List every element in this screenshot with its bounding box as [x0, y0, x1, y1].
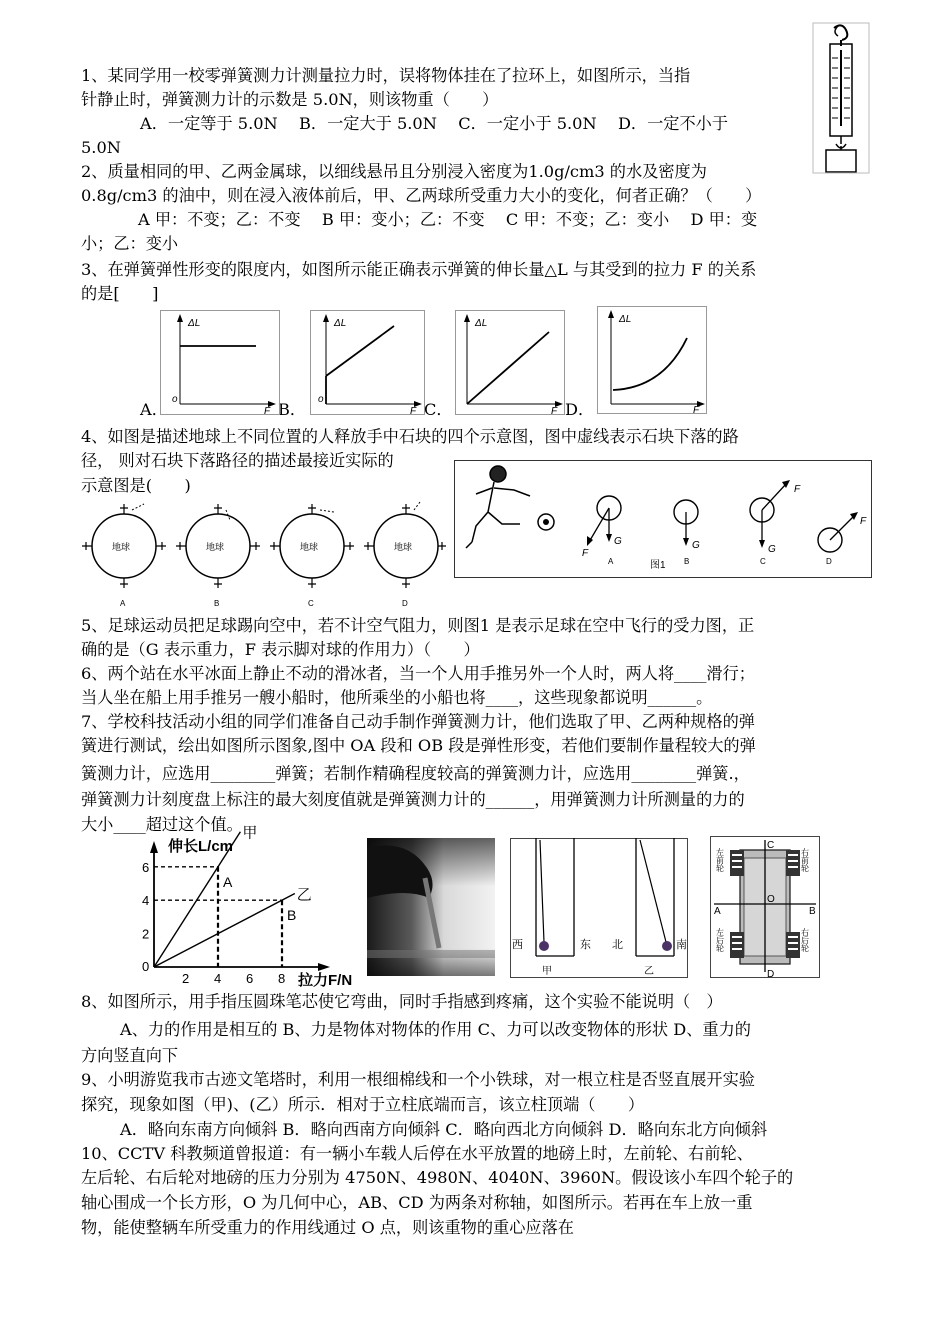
graph7-ylabel: 伸长L/cm: [168, 838, 234, 855]
q9-line1: 9、小明游览我市古迹文笔塔时，利用一根细棉线和一个小铁球，对一根立柱是否竖直展开实验: [81, 1070, 755, 1089]
fb-letter: B: [684, 557, 690, 566]
car-wheel-figure: [710, 836, 820, 978]
q3-opt-a: A．: [140, 400, 168, 419]
fig10-front-left: 左前轮: [715, 848, 725, 872]
q2-line3: A 甲：不变；乙：不变 B 甲：变小；乙：不变 C 甲：不变；乙：变小 D 甲：变: [138, 210, 758, 229]
earth-b-letter: B: [214, 599, 220, 608]
q2-line1: 2、质量相同的甲、乙两金属球，以细线悬吊且分别浸入密度为1.0g/cm3 的水及密度为: [81, 162, 707, 181]
q3a-origin: o: [172, 394, 178, 405]
earth-b: [176, 504, 260, 608]
fb-G: G: [692, 540, 700, 551]
q3-line2: 的是[ ]: [81, 284, 159, 303]
q3-opt-b: B．: [278, 400, 307, 419]
earth-a-label: 地球: [112, 542, 131, 552]
earth-d-label: 地球: [394, 542, 413, 552]
graph7-xtick: 8: [278, 971, 286, 986]
fa-letter: A: [608, 557, 614, 566]
earth-a-letter: A: [120, 599, 126, 608]
q7-spring-graph: [140, 824, 365, 989]
fd-letter: D: [826, 557, 832, 566]
q5-line2: 确的是（G 表示重力，F 表示脚对球的作用力）（ ）: [81, 640, 480, 659]
q7-line5: 大小____超过这个值。: [81, 815, 243, 834]
q7-line1: 7、学校科技活动小组的同学们准备自己动手制作弹簧测力计，他们选取了甲、乙两种规格的弹: [81, 712, 755, 731]
q10-line4: 物，能使整辆车所受重力的作用线通过 O 点，则该重物的重心应落在: [81, 1218, 574, 1237]
q1-options: A．一定等于 5.0N B．一定大于 5.0N C．一定小于 5.0N D．一定不小于: [140, 114, 729, 133]
earth-c-letter: C: [308, 599, 314, 608]
q4-line1: 4、如图是描述地球上不同位置的人释放手中石块的四个示意图，图中虚线表示石块下落的路: [81, 427, 739, 446]
earth-b-label: 地球: [206, 542, 225, 552]
fig9-south: 南: [676, 939, 687, 951]
q9-line3: A．略向东南方向倾斜 B．略向西南方向倾斜 C．略向西北方向倾斜 D．略向东北方向倾斜: [120, 1120, 768, 1139]
q8-line3: 方向竖直向下: [81, 1046, 179, 1065]
fig9-east: 东: [580, 939, 591, 951]
graph7-xlabel: 拉力F/N: [298, 972, 353, 989]
q3-graph-c: [455, 310, 565, 415]
q3-graph-a: [160, 310, 280, 415]
q6-line1: 6、两个站在水平冰面上静止不动的滑冰者，当一个人用手推另外一个人时，两人将____滑行；: [81, 664, 755, 683]
football-force-figure: [454, 460, 872, 578]
fig10-A: A: [714, 906, 721, 917]
q7-line2: 簧进行测试，绘出如图所示图象,图中 OA 段和 OB 段是弹性形变，若他们要制作量程较大的弹: [81, 736, 756, 755]
q3-graph-b: [310, 310, 425, 415]
graph7-origin: 0: [142, 959, 150, 974]
fig9-north: 北: [612, 939, 623, 951]
graph7-ytick: 6: [142, 859, 150, 875]
fig1-caption: 图1: [650, 560, 666, 571]
q3-graph-d: [597, 306, 707, 414]
fig10-C: C: [767, 840, 775, 851]
q3b-axis-x: F: [410, 406, 417, 417]
graph7-series-name: 乙: [296, 886, 312, 904]
plumb-bob-figure: [510, 838, 688, 978]
q5-line1: 5、足球运动员把足球踢向空中，若不计空气阻力，则图1 是表示足球在空中飞行的受力图，正: [81, 616, 755, 635]
graph7-point-label: B: [287, 907, 297, 924]
q10-line3: 轴心围成一个长方形，O 为几何中心，AB、CD 为两条对称轴，如图所示。若再在车上放一重: [81, 1193, 753, 1212]
fig9-caption-yi: 乙: [644, 966, 654, 977]
fig9-caption-jia: 甲: [542, 966, 552, 977]
earth-c: [270, 504, 354, 608]
q8-line2: A、力的作用是相互的 B、力是物体对物体的作用 C、力可以改变物体的形状 D、重力的: [120, 1020, 751, 1039]
q3c-line: [467, 332, 549, 404]
graph7-xtick: 6: [246, 971, 254, 986]
q1-line2: 针静止时，弹簧测力计的示数是 5.0N，则该物重（ ）: [81, 90, 499, 109]
q8-line1: 8、如图所示，用手指压圆珠笔芯使它弯曲，同时手指感到疼痛，这个实验不能说明（ ）: [81, 992, 723, 1011]
q3a-axis-y: ΔL: [188, 318, 201, 329]
q7-line3: 簧测力计，应选用________弹簧；若制作精确程度较高的弹簧测力计，应选用________弹簧.，: [81, 764, 750, 783]
fa-F: F: [582, 548, 589, 559]
q3d-axis-x: F: [693, 405, 700, 416]
q10-line2: 左后轮、右后轮对地磅的压力分别为 4750N、4980N、4040N、3960N。假设该小车四个轮子的: [81, 1168, 794, 1187]
fa-G: G: [614, 536, 622, 547]
q1-line1: 1、某同学用一校零弹簧测力计测量拉力时，误将物体挂在了拉环上，如图所示，当指: [81, 66, 691, 85]
q3d-axis-y: ΔL: [619, 314, 632, 325]
q3c-axis-y: ΔL: [475, 318, 488, 329]
q7-line4: 弹簧测力计刻度盘上标注的最大刻度值就是弹簧测力计的______，用弹簧测力计所测量的力的: [81, 790, 745, 809]
fc-F: F: [794, 484, 801, 495]
q2-line4: 小；乙：变小: [81, 234, 179, 253]
q4-line2: 径， 则对石块下落路径的描述最接近实际的: [81, 451, 394, 470]
q9-line2: 探究，现象如图（甲)、(乙）所示．相对于立柱底端而言，该立柱顶端（ ）: [81, 1095, 645, 1114]
fig10-D: D: [767, 969, 775, 980]
q3b-origin: o: [318, 394, 324, 405]
fc-letter: C: [760, 557, 766, 566]
q4-line3: 示意图是( ): [81, 476, 191, 495]
graph7-point-label: A: [223, 873, 233, 890]
q10-line1: 10、CCTV 科教频道曾报道：有一辆小车载人后停在水平放置的地磅上时，左前轮、右前轮、: [81, 1144, 753, 1163]
q3c-axis-x: F: [551, 406, 558, 417]
fig10-front-right: 右前轮: [800, 848, 810, 872]
earth-d-letter: D: [402, 599, 408, 608]
graph7-xtick: 2: [182, 971, 190, 986]
fig10-rear-left: 左后轮: [715, 928, 725, 952]
q3b-line: [326, 326, 394, 376]
q3-opt-c: C．: [424, 400, 453, 419]
q3-line1: 3、在弹簧弹性形变的限度内，如图所示能正确表示弹簧的伸长量△L 与其受到的拉力 F 的关系: [81, 260, 757, 279]
q3-opt-d: D．: [565, 400, 595, 419]
earth-a: [82, 504, 166, 608]
q1-line4: 5.0N: [81, 138, 121, 157]
q3b-axis-y: ΔL: [334, 318, 347, 329]
graph7-series-line: [154, 894, 295, 967]
fig10-O: O: [767, 894, 775, 905]
graph7-xtick: 4: [214, 971, 222, 986]
spring-scale-figure: [812, 22, 870, 174]
graph7-ytick: 2: [142, 926, 150, 942]
fc-G: G: [768, 544, 776, 555]
q3a-axis-x: F: [264, 406, 271, 417]
q4-earth-diagrams: [80, 500, 450, 610]
fig9-west: 西: [512, 939, 523, 951]
pen-bending-photo: [367, 838, 495, 976]
graph7-ytick: 4: [142, 893, 150, 909]
earth-c-label: 地球: [300, 542, 319, 552]
graph7-series-name: 甲: [242, 824, 258, 842]
q6-line2: 当人坐在船上用手推另一艘小船时，他所乘坐的小船也将____，这些现象都说明______。: [81, 688, 713, 707]
q2-line2: 0.8g/cm3 的油中，则在浸入液体前后，甲、乙两球所受重力大小的变化，何者正确？（ ）: [81, 186, 762, 205]
earth-d: [364, 502, 446, 608]
fig10-rear-right: 右后轮: [800, 928, 810, 952]
q3d-curve: [613, 338, 687, 390]
fd-F: F: [860, 516, 867, 527]
fig10-B: B: [809, 906, 816, 917]
